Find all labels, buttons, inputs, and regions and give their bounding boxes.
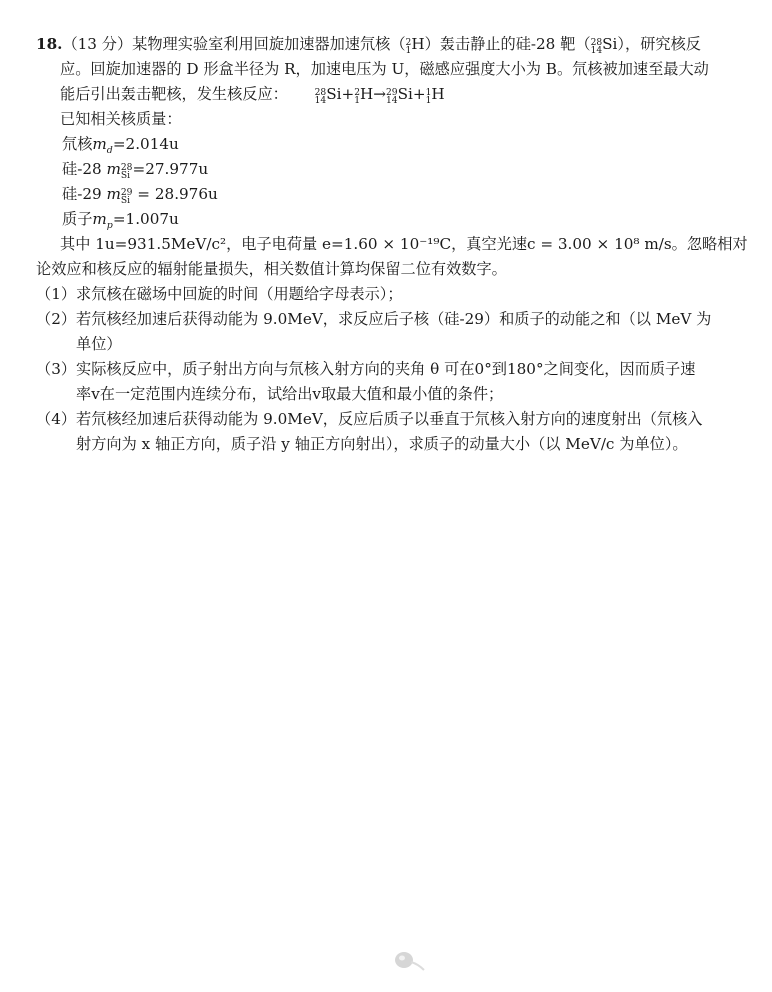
constants-line: 其中 1u=931.5MeV/c²，电子电荷量 e=1.60 × 10⁻¹⁹C，真空光速c = 3.00 × 10⁸ m/s。忽略相对 [60,235,748,253]
watermark-logo-icon [392,948,426,972]
subquestion-2: （2）若氘核经加速后获得动能为 9.0MeV，求反应后子核（硅-29）和质子的动能之和（以 MeV 为 [36,310,712,328]
intro-text-1: 某物理实验室利用回旋加速器加速氘核（ [132,35,406,53]
mass-deuteron: 氘核$m_d=2.014u$ [62,135,179,157]
question-header: 18.（13 分）某物理实验室利用回旋加速器加速氘核（ 2 1 H）轰击静止的硅-28 靶（ 28 14 Si），研究核反 [36,35,701,56]
question-line-2: 应。回旋加速器的 D 形盒半径为 R，加速电压为 U，磁感应强度大小为 B。氘核被加速至最大动 [60,60,709,78]
intro-text-3: ），研究核反 [617,35,701,53]
mass-proton: 质子$m_p=1.007u$ [62,210,179,232]
subquestion-4: （4）若氘核经加速后获得动能为 9.0MeV，反应后质子以垂直于氘核入射方向的速度射出（氘核入 [36,410,703,428]
subquestion-1: （1）求氘核在磁场中回旋的时间（用题给字母表示）； [36,285,403,303]
known-masses-title: 已知相关核质量： [60,110,182,128]
deuteron-nuclide: 2 1 [405,38,412,56]
constants-line-2: 论效应和核反应的辐射能量损失，相关数值计算均保留二位有效数字。 [36,260,507,278]
subquestion-4-cont: 射方向为 x 轴正方向，质子沿 y 轴正方向射出），求质子的动量大小（以 MeV/c 为单位）。 [76,435,688,453]
intro-text-2: ）轰击静止的硅-28 靶（ [424,35,591,53]
question-number: 18. [36,35,63,53]
question-points: （13 分） [62,35,133,53]
mass-si29: 硅-29 m 29 Si = 28.976u [62,185,218,206]
subquestion-3-cont: 率v在一定范围内连续分布，试给出v取最大值和最小值的条件； [76,385,504,403]
subquestion-2-cont: 单位） [76,335,122,353]
reaction-equation: 28 14 Si+ 2 1 H→ 29 14 Si+ 1 1 H [314,85,445,106]
subquestion-3: （3）实际核反应中，质子射出方向与氘核入射方向的夹角 θ 可在0°到180°之间变化，因而质子速 [36,360,696,378]
si28-nuclide: 28 14 [590,38,603,56]
mass-si28: 硅-28 m 28 Si =27.977u [62,160,209,181]
question-line-3: 能后引出轰击靶核，发生核反应： 28 14 Si+ 2 1 H→ 29 14 Si+ 1 1 H [60,85,445,106]
